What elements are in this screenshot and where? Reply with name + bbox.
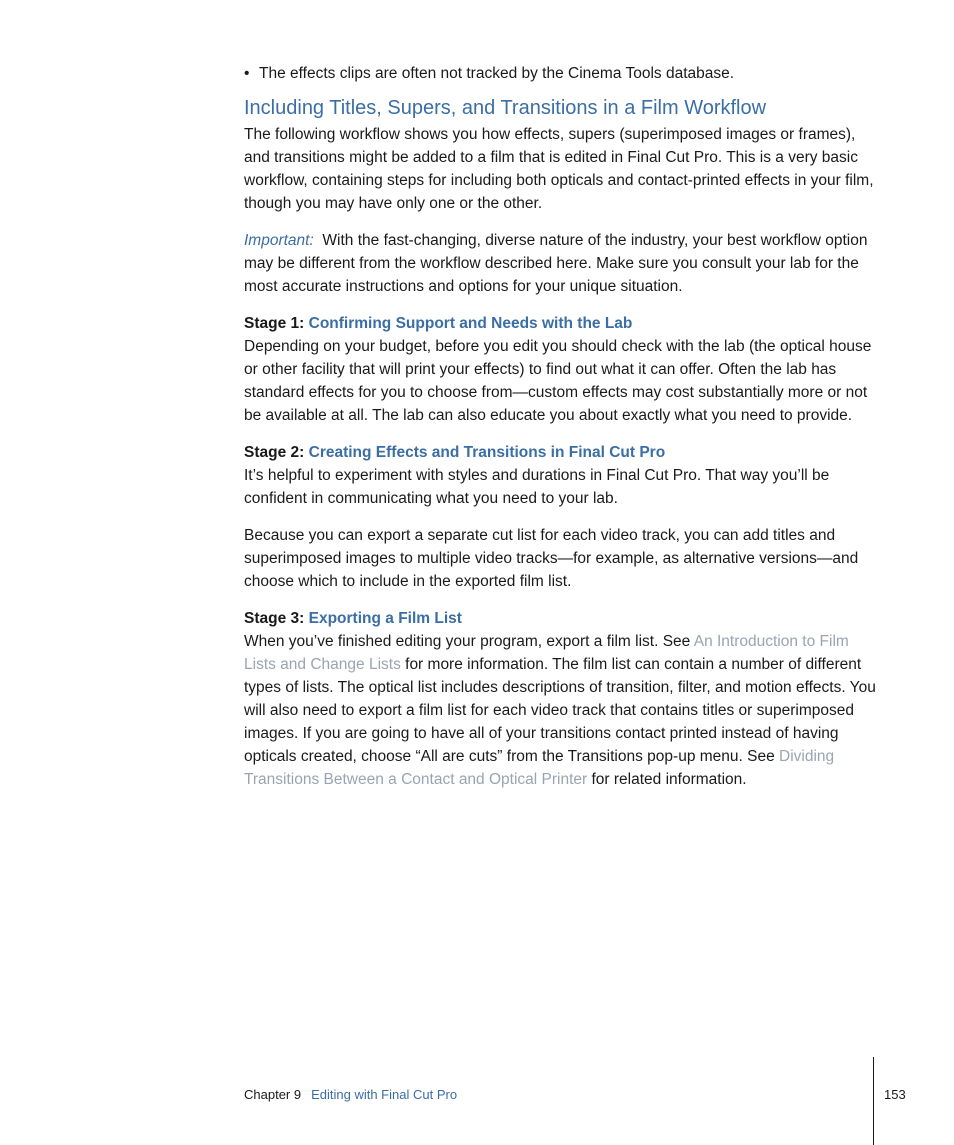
stage-3-prefix: Stage 3: <box>244 610 305 627</box>
stage-3-paragraph <box>244 630 876 791</box>
bullet-list <box>244 62 876 85</box>
page-content <box>244 62 876 805</box>
stage-3-heading <box>244 607 876 630</box>
footer-divider <box>873 1057 874 1145</box>
stage-2-paragraph-1: It’s helpful to experiment with styles and durations in Final Cut Pro. That way you’ll be confident in communicating what you need to your lab. <box>244 467 830 507</box>
stage-1-paragraph: Depending on your budget, before you edit you should check with the lab (the optical house or other facility that will print your effects) to find out what it can offer. Often the lab has standard effects for you to choose from—custom effects may cost substantially more or not be available at all. The lab can also educate you about exactly what you need to provide. <box>244 338 872 424</box>
stage-2-name: Creating Effects and Transitions in Final Cut Pro <box>308 444 666 461</box>
stage-3-name: Exporting a Film List <box>308 610 462 627</box>
stage-3-text-2: for more information. The film list can contain a number of different types of lists. The optical list includes descriptions of transition, filter, and motion effects. You will also need to export a film list for each video track that contains titles or superimposed images. If you are going to have all of your transitions contact printed instead of having opticals created, choose “All are cuts” from the Transitions pop-up menu. See <box>244 656 876 765</box>
stage-3-text-1: When you’ve finished editing your program, export a film list. See <box>244 633 694 650</box>
page-number: 153 <box>884 1087 906 1102</box>
stage-1-name: Confirming Support and Needs with the Lab <box>308 315 633 332</box>
bullet-text: The effects clips are often not tracked by the Cinema Tools database. <box>259 65 735 82</box>
footer-chapter: Chapter 9 <box>244 1087 302 1102</box>
footer-chapter-title: Editing with Final Cut Pro <box>311 1087 458 1102</box>
important-note <box>244 229 876 298</box>
stage-1-heading <box>244 312 876 335</box>
film-lists-intro-link[interactable]: An Introduction to Film Lists and Change Lists <box>244 633 849 673</box>
stage-1-prefix: Stage 1: <box>244 315 305 332</box>
important-text: With the fast-changing, diverse nature of the industry, your best workflow option may be different from the workflow described here. Make sure you consult your lab for the most accurate instructions and options for your unique situation. <box>244 232 868 295</box>
section-title: Including Titles, Supers, and Transitions in a Film Workflow <box>244 97 767 119</box>
intro-paragraph: The following workflow shows you how effects, supers (superimposed images or frames), and transitions might be added to a film that is edited in Final Cut Pro. This is a very basic workflow, containing steps for including both opticals and contact-printed effects in your film, though you may have only one or the other. <box>244 126 874 212</box>
stage-3-text-3: for related information. <box>587 771 747 788</box>
stage-2-prefix: Stage 2: <box>244 444 305 461</box>
important-label: Important: <box>244 232 314 249</box>
bullet-icon: • <box>244 65 250 82</box>
list-item <box>244 62 876 85</box>
stage-2-paragraph-2: Because you can export a separate cut list for each video track, you can add titles and superimposed images to multiple video tracks—for example, as alternative versions—and choose which to include in the exported film list. <box>244 527 859 590</box>
dividing-transitions-link[interactable]: Dividing Transitions Between a Contact and Optical Printer <box>244 748 835 788</box>
stage-2-heading <box>244 441 876 464</box>
page-footer <box>244 1086 457 1104</box>
